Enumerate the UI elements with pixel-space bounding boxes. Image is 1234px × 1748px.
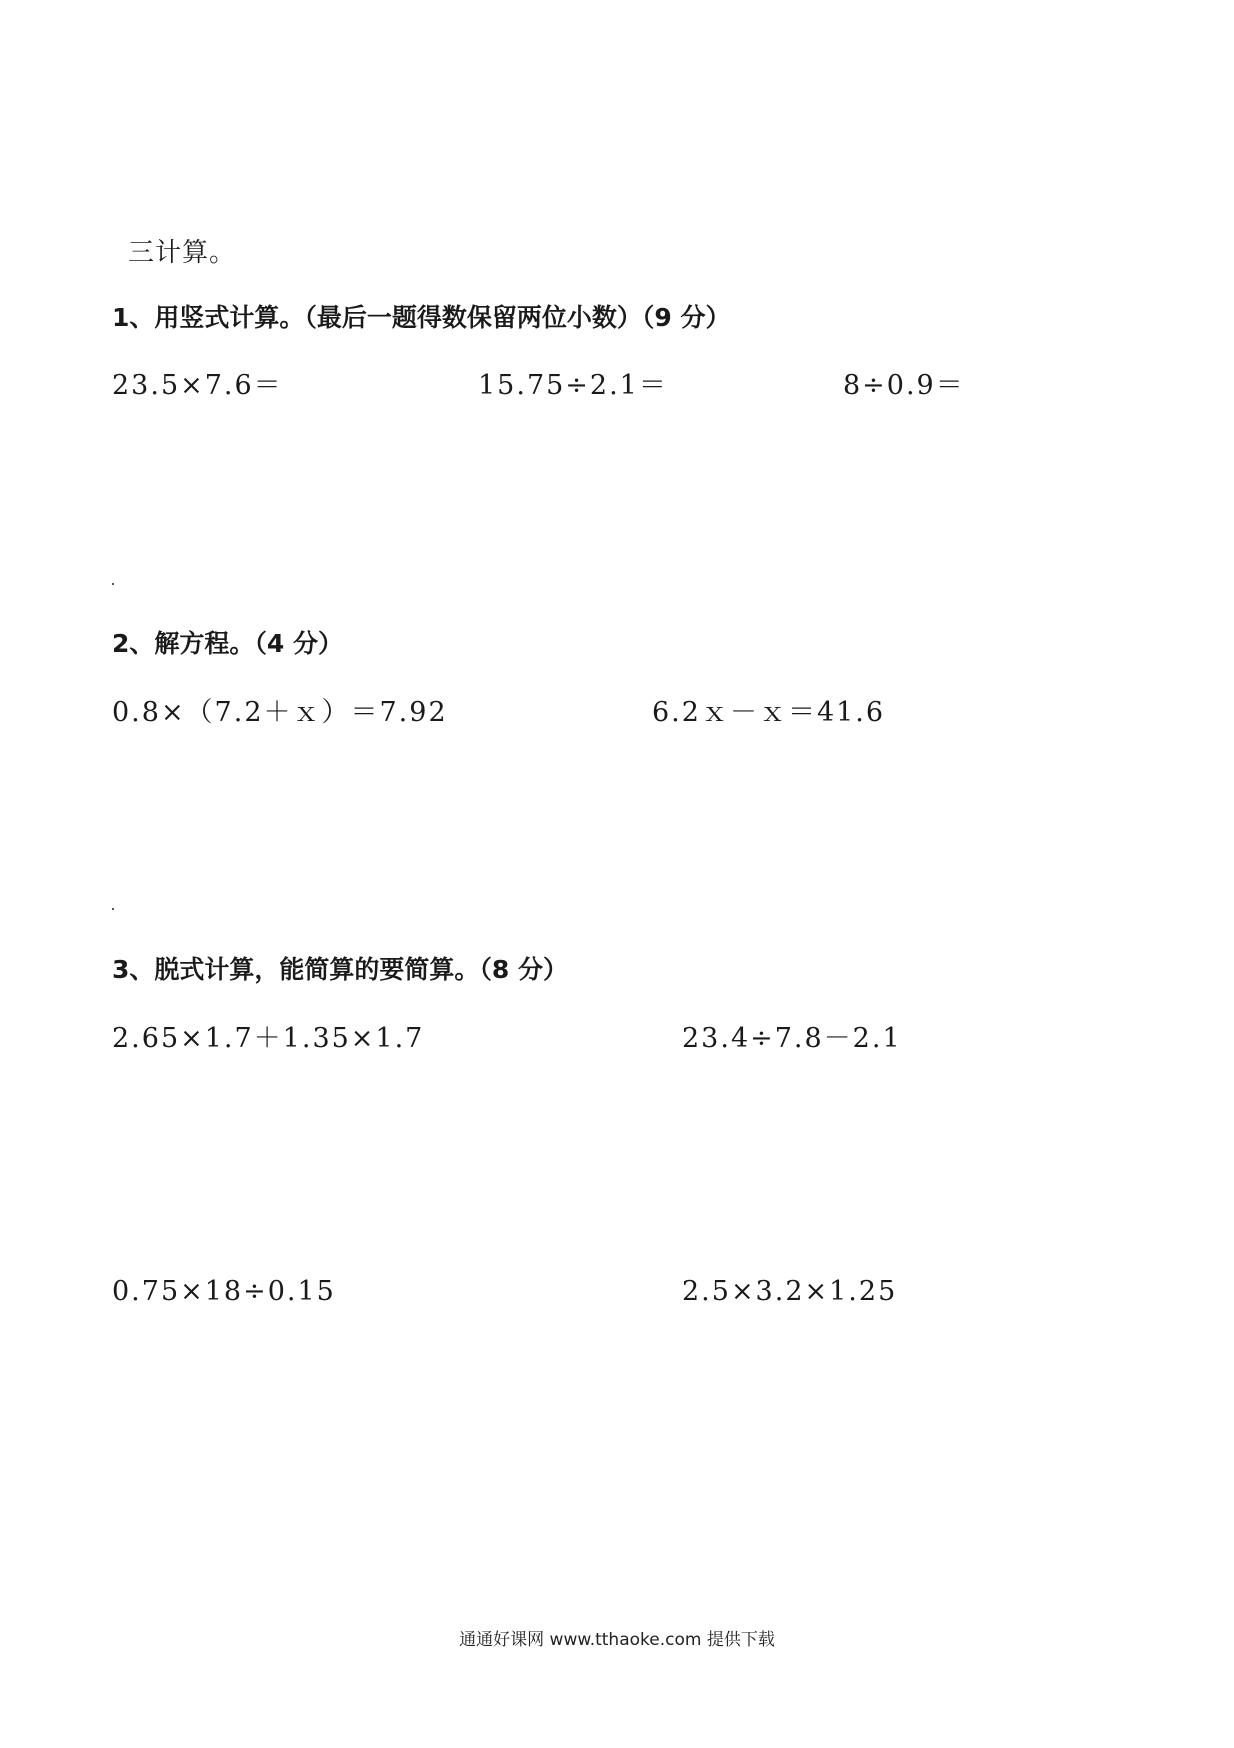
- q1-expression-3: 8÷0.9＝: [843, 370, 965, 401]
- question-1-heading: 1、用竖式计算。（最后一题得数保留两位小数）（9 分）: [112, 303, 731, 332]
- footer-source: 通通好课网 www.tthaoke.com 提供下载: [459, 1630, 775, 1650]
- question-2-heading: 2、解方程。（4 分）: [112, 629, 343, 658]
- q1-expression-1: 23.5×7.6＝: [112, 370, 283, 401]
- q3-expression-1: 2.65×1.7＋1.35×1.7: [112, 1023, 425, 1054]
- section-title: 三计算。: [128, 238, 237, 268]
- q2-equation-1: 0.8×（7.2＋ｘ）＝7.92: [112, 697, 448, 728]
- q3-expression-3: 0.75×18÷0.15: [112, 1276, 336, 1307]
- q3-expression-2: 23.4÷7.8－2.1: [682, 1023, 902, 1054]
- stray-mark: [112, 908, 114, 910]
- question-3-heading: 3、脱式计算，能简算的要简算。（8 分）: [112, 955, 568, 984]
- q3-expression-4: 2.5×3.2×1.25: [682, 1276, 898, 1307]
- q2-equation-2: 6.2ｘ－ｘ＝41.6: [652, 697, 886, 728]
- stray-mark: [112, 583, 114, 585]
- q1-expression-2: 15.75÷2.1＝: [478, 370, 668, 401]
